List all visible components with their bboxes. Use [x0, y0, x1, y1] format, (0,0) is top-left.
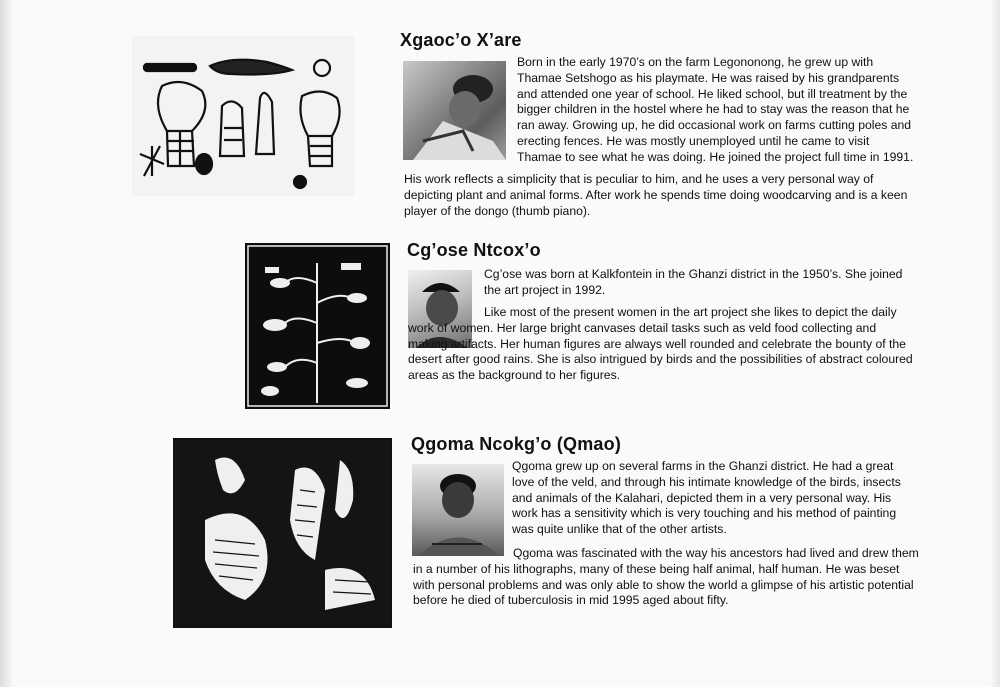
artwork-qgoma-lithograph — [173, 438, 392, 628]
portrait-photo-xgaoco — [403, 61, 506, 160]
artwork-cgose-print — [245, 243, 390, 409]
artist-bio-paragraph: Cg’ose was born at Kalkfontein in the Ghanzi district in the 1950’s. She joined the art project in 1992. — [484, 267, 903, 297]
page-gutter-shadow — [0, 0, 14, 687]
artist-name-heading: Xgaoc’o X’are — [400, 30, 522, 50]
artist-name-heading: Qgoma Ncokg’o (Qmao) — [411, 434, 622, 454]
artist-work-paragraph: His work reflects a simplicity that is peculiar to him, and he uses a very personal way of depicting plant and animal forms. After work he spends time doing woodcarving and is a keen player of the dongo (thumb piano). — [404, 172, 908, 218]
artist-work-paragraph: Qgoma was fascinated with the way his ancestors had lived and drew them in a number of his lithographs, many of these being half animal, half human. He was beset with personal problems and was only able to show the world a glimpse of his artistic potential before he died of tuberculosis in mid 1995 aged about fifty. — [413, 546, 919, 608]
artist-name-heading: Cg’ose Ntcox’o — [407, 240, 541, 260]
artwork-xgaoco-drawing — [132, 36, 354, 196]
artist-bio-paragraph: Qgoma grew up on several farms in the Ghanzi district. He had a great love of the veld, and through his intimate knowledge of the birds, insects and animals of the Kalahari, depicted them in a very personal way. His work has a sensitivity which is very touching and his method of painting was quite unlike that of the other artists. — [512, 459, 901, 537]
artist-bio-paragraph: Born in the early 1970’s on the farm Legononong, he grew up with Thamae Setshogo as his playmate. He was raised by his grandparents and attended one year of school. He liked school, but ill treatment by the bigger children in the hostel where he had to stay was the reason that he ran away. Growing up, he did occasional work on farms cutting poles and erecting fences. He was mostly unemployed until he came to visit Thamae to see what he was doing. He joined the project full time in 1991. — [517, 55, 914, 164]
portrait-photo-qgoma — [412, 464, 504, 556]
artist-work-paragraph: Like most of the present women in the art project she likes to depict the daily work of women. Her large bright canvases detail tasks such as veld food collecting and making artifacts. Her human figures are always well rounded and celebrate the bounty of the desert after good rains. She is also intrigued by birds and the possibilities of abstract coloured areas as the background to her figures. — [408, 305, 913, 383]
page-edge-shadow — [990, 0, 1000, 687]
